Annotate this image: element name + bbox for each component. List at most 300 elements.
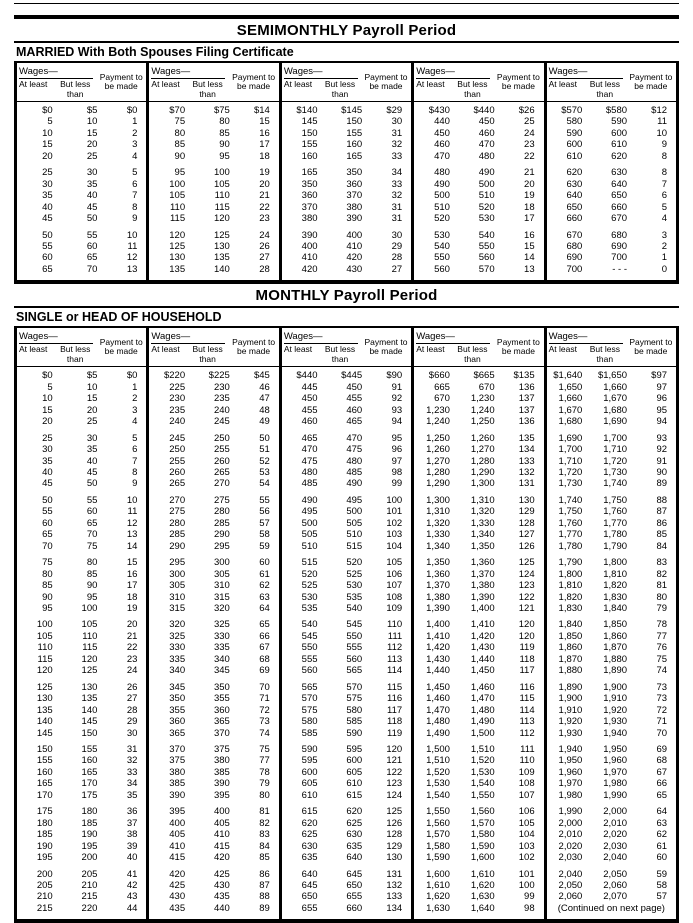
wage-row — [414, 580, 543, 591]
payment-cell: 64 — [656, 806, 668, 818]
wage-row — [414, 151, 543, 162]
wage-min-cell: 570 — [301, 693, 318, 705]
wage-max-cell: 1,800 — [603, 557, 628, 569]
payment-cell: 14 — [126, 540, 138, 552]
wage-min-cell: 95 — [174, 167, 186, 179]
wage-row — [149, 580, 278, 591]
wage-min-cell: 1,820 — [558, 591, 583, 603]
payment-cell: 117 — [387, 704, 403, 716]
wage-row — [149, 456, 278, 467]
wage-min-cell: $140 — [296, 105, 318, 117]
wage-max-cell: 355 — [213, 693, 230, 705]
wage-max-cell: 150 — [81, 727, 98, 739]
wage-min-cell: 460 — [301, 416, 318, 428]
wage-row — [414, 241, 543, 252]
wage-min-cell: 200 — [36, 868, 53, 880]
wage-row — [414, 818, 543, 829]
payment-cell: 107 — [386, 580, 403, 592]
payment-cell: 19 — [259, 167, 270, 179]
payment-cell: 10 — [126, 229, 138, 241]
payment-cell: $29 — [386, 105, 403, 117]
payment-cell: 108 — [386, 591, 403, 603]
payment-cell: 104 — [386, 540, 403, 552]
wage-max-cell: 1,900 — [603, 681, 628, 693]
wage-row — [414, 693, 543, 704]
wage-row — [414, 778, 543, 789]
wage-max-cell: 1,250 — [470, 416, 495, 428]
wage-min-cell: 245 — [169, 432, 186, 444]
wage-max-cell: 660 — [346, 902, 363, 914]
wage-min-cell: 1,860 — [558, 642, 583, 654]
wage-max-cell: 1,670 — [603, 393, 628, 405]
payment-cell: 94 — [391, 416, 403, 428]
wage-max-cell: 1,310 — [470, 494, 495, 506]
column-group-header — [279, 63, 411, 101]
payment-cell: 78 — [656, 619, 668, 631]
wage-max-cell: 275 — [213, 494, 230, 506]
wage-max-cell: 1,490 — [470, 716, 495, 728]
payment-cell: 11 — [127, 241, 138, 253]
payment-cell: 106 — [518, 806, 535, 818]
wage-max-cell: 360 — [346, 178, 363, 190]
wage-min-cell: 1,570 — [426, 829, 450, 841]
wages-subheader — [547, 345, 626, 364]
wage-max-cell: 15 — [86, 393, 98, 405]
payment-cell: 6 — [661, 190, 668, 202]
wage-row — [547, 167, 676, 178]
payment-cell: 79 — [656, 603, 668, 615]
wage-row — [282, 370, 411, 381]
wage-max-cell: 1,350 — [470, 540, 495, 552]
payment-cell: 129 — [518, 506, 535, 518]
column-headers — [14, 328, 679, 367]
wage-row — [547, 416, 676, 427]
wage-row — [547, 767, 676, 778]
wage-max-cell: 1,420 — [470, 630, 495, 642]
wage-row — [414, 631, 543, 642]
wage-row — [414, 416, 543, 427]
wage-max-cell: 1,470 — [470, 693, 495, 705]
wage-row — [282, 903, 411, 914]
wage-max-cell: 500 — [346, 506, 363, 518]
wage-row — [149, 619, 278, 630]
wage-row — [17, 592, 146, 603]
column-group-data — [17, 102, 146, 280]
at-least-label: At least — [548, 344, 577, 355]
wage-row — [149, 213, 278, 224]
payment-cell: 89 — [656, 478, 668, 490]
wage-min-cell: 235 — [169, 404, 186, 416]
wage-row — [282, 167, 411, 178]
wage-min-cell: 540 — [434, 241, 450, 253]
wage-max-cell: 190 — [81, 829, 98, 841]
wage-min-cell: 1,770 — [558, 529, 583, 541]
wage-row — [547, 631, 676, 642]
column-group-data — [279, 102, 411, 280]
column-group-data — [146, 102, 278, 280]
wage-row — [282, 264, 411, 275]
wage-min-cell: 625 — [301, 829, 318, 841]
wage-min-cell: 420 — [301, 263, 318, 275]
payment-cell: 33 — [126, 766, 138, 778]
wage-min-cell: 350 — [301, 178, 318, 190]
wage-min-cell: 1,300 — [426, 494, 450, 506]
wages-subheader — [149, 345, 228, 364]
wage-max-cell: 490 — [346, 478, 363, 490]
wage-max-cell: 500 — [478, 178, 495, 190]
wage-row — [547, 592, 676, 603]
payment-cell: 120 — [518, 619, 535, 631]
wage-min-cell: 1,840 — [558, 619, 583, 631]
wage-min-cell: 1,450 — [426, 681, 450, 693]
wage-row — [17, 778, 146, 789]
wage-row — [149, 869, 278, 880]
wage-min-cell: 1,630 — [426, 902, 450, 914]
wage-min-cell: 1,870 — [558, 653, 583, 665]
wages-header — [547, 330, 626, 364]
payment-cell: 7 — [661, 178, 668, 190]
wage-min-cell: 285 — [169, 529, 186, 541]
wage-row — [282, 580, 411, 591]
payment-cell: 60 — [656, 852, 668, 864]
wage-min-cell: 130 — [169, 252, 186, 264]
payment-cell: 113 — [387, 653, 403, 665]
wage-min-cell: 1,400 — [426, 619, 450, 631]
payment-cell: 20 — [259, 178, 270, 190]
column-headers — [14, 63, 679, 102]
wage-min-cell: 160 — [36, 766, 53, 778]
wage-max-cell: $1,650 — [597, 370, 628, 382]
wage-min-cell: 630 — [301, 840, 318, 852]
wages-subheader — [282, 345, 361, 364]
wage-row — [282, 755, 411, 766]
wage-min-cell: 2,040 — [558, 868, 583, 880]
wages-subheader — [149, 80, 228, 99]
wage-min-cell: 630 — [566, 178, 583, 190]
payment-cell: 31 — [126, 744, 138, 755]
wage-max-cell: 140 — [81, 704, 98, 716]
wage-min-cell: 445 — [301, 381, 318, 393]
payment-cell: 99 — [524, 891, 535, 903]
wage-min-cell: 1,310 — [426, 506, 450, 518]
wage-min-cell: 215 — [36, 902, 53, 914]
wage-max-cell: 125 — [213, 229, 230, 241]
wage-row — [414, 370, 543, 381]
wage-row — [17, 880, 146, 891]
payment-cell: 27 — [126, 693, 138, 705]
wage-max-cell: 10 — [86, 381, 98, 393]
column-group-header — [17, 328, 146, 366]
payment-cell: 87 — [656, 506, 668, 518]
wage-max-cell: 150 — [346, 116, 363, 128]
wage-max-cell: 1,500 — [470, 727, 495, 739]
wage-row — [17, 478, 146, 489]
wage-min-cell: 2,020 — [558, 840, 583, 852]
wage-min-cell: 1,560 — [426, 817, 450, 829]
wage-min-cell: 1,680 — [558, 416, 583, 428]
payment-cell: 115 — [519, 693, 535, 705]
wage-row — [414, 252, 543, 263]
payment-cell: 71 — [259, 693, 270, 705]
payment-cell: 21 — [259, 190, 270, 202]
wage-max-cell: 2,000 — [603, 806, 628, 818]
wages-subheader — [547, 80, 626, 99]
column-group-header — [411, 328, 543, 366]
wage-row — [414, 478, 543, 489]
wage-max-cell: 475 — [346, 444, 363, 456]
wage-row — [414, 665, 543, 676]
wage-min-cell: 1,290 — [426, 478, 450, 490]
payment-cell: 127 — [518, 529, 535, 541]
payment-cell: 95 — [656, 404, 668, 416]
wage-min-cell: 650 — [301, 891, 318, 903]
wage-row — [547, 405, 676, 416]
wage-min-cell: 1,430 — [426, 653, 450, 665]
wage-min-cell: $220 — [163, 370, 186, 382]
but-less-than-label: But less than — [60, 344, 91, 364]
wages-label: Wages— — [151, 66, 225, 79]
wage-row — [547, 495, 676, 506]
wage-max-cell: 400 — [346, 229, 363, 241]
payment-cell: 115 — [387, 681, 403, 693]
wage-row — [149, 433, 278, 444]
wage-max-cell: 40 — [86, 455, 98, 467]
wage-row — [17, 467, 146, 478]
wage-max-cell: 1,370 — [470, 568, 495, 580]
payment-cell: 29 — [126, 716, 138, 728]
wage-row — [282, 433, 411, 444]
wage-row — [547, 382, 676, 393]
payment-cell: 6 — [132, 444, 138, 456]
payment-cell: 38 — [126, 829, 138, 841]
wage-min-cell: 375 — [169, 755, 186, 767]
wage-max-cell: 680 — [611, 229, 628, 241]
wage-min-cell: 585 — [301, 727, 318, 739]
payment-cell: 85 — [656, 529, 668, 541]
wage-row — [547, 213, 676, 224]
payment-cell: 116 — [519, 681, 535, 693]
payment-cell: 81 — [656, 580, 668, 592]
wages-header — [149, 65, 228, 99]
wage-max-cell: 1,790 — [603, 540, 628, 552]
wage-max-cell: 110 — [82, 630, 98, 642]
wage-row — [17, 405, 146, 416]
wage-max-cell: 215 — [81, 891, 98, 903]
wage-row — [282, 179, 411, 190]
wage-row — [149, 642, 278, 653]
wage-min-cell: 1,810 — [558, 580, 583, 592]
wage-max-cell: 460 — [478, 127, 495, 139]
wage-row — [17, 665, 146, 676]
payment-cell: 92 — [391, 393, 403, 405]
wage-row — [282, 478, 411, 489]
wage-row — [547, 541, 676, 552]
payment-cell: 2 — [132, 393, 138, 405]
payment-cell: 27 — [391, 263, 403, 275]
wage-min-cell: 25 — [42, 167, 53, 179]
wage-min-cell: 1,620 — [426, 891, 450, 903]
wage-min-cell: 680 — [566, 241, 583, 253]
payment-cell: 71 — [656, 716, 668, 728]
wage-max-cell: 630 — [346, 829, 363, 841]
wage-max-cell: 230 — [213, 381, 230, 393]
payment-cell: $14 — [253, 105, 270, 117]
wage-row — [282, 767, 411, 778]
wage-max-cell: 660 — [611, 201, 628, 213]
wages-subheader — [414, 345, 493, 364]
wage-min-cell: 90 — [42, 591, 53, 603]
payment-cell: 3 — [132, 139, 138, 151]
payment-cell: 97 — [391, 455, 403, 467]
wage-max-cell: 625 — [346, 817, 363, 829]
wage-min-cell: 605 — [301, 778, 318, 790]
wage-max-cell: 485 — [346, 467, 363, 479]
column-group-header — [279, 328, 411, 366]
wage-min-cell: 460 — [434, 139, 450, 151]
payment-cell: 126 — [386, 817, 403, 829]
payment-cell: 36 — [126, 806, 138, 818]
payment-cell: 8 — [132, 467, 138, 479]
wage-max-cell: 50 — [86, 478, 98, 490]
payment-cell: 24 — [259, 229, 270, 241]
wage-row — [17, 603, 146, 614]
payment-cell: 6 — [132, 178, 138, 190]
wage-row — [282, 518, 411, 529]
wage-min-cell: 560 — [301, 665, 318, 677]
wage-max-cell: 260 — [213, 455, 230, 467]
wage-row — [17, 444, 146, 455]
payment-cell: 13 — [524, 263, 535, 275]
wage-max-cell: 2,050 — [603, 868, 628, 880]
wage-max-cell: 1,230 — [470, 393, 495, 405]
wage-row — [282, 841, 411, 852]
wage-row — [547, 105, 676, 116]
wages-label: Wages— — [549, 66, 623, 79]
payment-cell: 93 — [391, 404, 403, 416]
wage-min-cell: 580 — [566, 116, 583, 128]
wage-row — [17, 806, 146, 817]
wage-row — [149, 478, 278, 489]
wage-row — [17, 529, 146, 540]
wage-max-cell: 520 — [478, 201, 495, 213]
wage-row — [149, 444, 278, 455]
wage-max-cell: 1,930 — [603, 716, 628, 728]
wage-min-cell: 105 — [169, 190, 186, 202]
payment-cell: 20 — [126, 619, 138, 631]
wage-row — [17, 139, 146, 150]
wage-max-cell: 165 — [346, 150, 363, 162]
payment-cell: 101 — [518, 868, 535, 880]
wage-row — [547, 829, 676, 840]
wage-max-cell: 245 — [213, 416, 230, 428]
payment-cell: 8 — [132, 201, 138, 213]
wage-max-cell: 2,030 — [603, 840, 628, 852]
but-less-than-label: But less than — [60, 79, 91, 99]
wage-row — [414, 829, 543, 840]
payment-cell: 84 — [656, 540, 668, 552]
wage-row — [17, 370, 146, 381]
wage-min-cell: 435 — [169, 902, 186, 914]
payment-cell: 28 — [259, 263, 270, 275]
payment-cell: 42 — [126, 879, 138, 891]
payment-cell: 66 — [259, 630, 270, 642]
wage-min-cell: 1,240 — [426, 416, 450, 428]
wage-row — [414, 139, 543, 150]
wage-max-cell: 1,530 — [470, 766, 495, 778]
wage-row — [547, 139, 676, 150]
wage-max-cell: 10 — [86, 116, 98, 128]
wage-min-cell: 25 — [42, 432, 53, 444]
wage-max-cell: 630 — [611, 167, 628, 179]
payment-cell: 37 — [126, 817, 138, 829]
payment-cell: 82 — [259, 817, 270, 829]
wage-max-cell: 330 — [213, 630, 230, 642]
wage-min-cell: 1,790 — [558, 557, 583, 569]
wage-row — [149, 557, 278, 568]
wage-min-cell: 370 — [169, 744, 186, 755]
wage-min-cell: 360 — [301, 190, 318, 202]
wage-row — [547, 569, 676, 580]
wage-row — [17, 557, 146, 568]
column-group-data — [279, 367, 411, 919]
wage-max-cell: 2,020 — [603, 829, 628, 841]
payment-label: Payment to be made — [364, 336, 408, 357]
wage-row — [547, 778, 676, 789]
payment-cell: 17 — [259, 139, 270, 151]
column-group-data — [146, 367, 278, 919]
wage-max-cell: 620 — [346, 806, 363, 818]
wage-min-cell: 1,350 — [426, 557, 450, 569]
payment-cell: 73 — [259, 716, 270, 728]
wage-row — [17, 128, 146, 139]
wage-max-cell: 30 — [86, 167, 98, 179]
wage-max-cell: 80 — [86, 557, 98, 569]
payment-cell: 8 — [661, 167, 668, 179]
wage-min-cell: 1,940 — [558, 744, 583, 755]
wage-max-cell: 570 — [478, 263, 495, 275]
wage-max-cell: 115 — [82, 642, 98, 654]
payment-cell: 53 — [259, 467, 270, 479]
wage-min-cell: 1,690 — [558, 432, 583, 444]
wage-max-cell: 340 — [213, 653, 230, 665]
wage-max-cell: 600 — [346, 755, 363, 767]
wage-row — [282, 151, 411, 162]
payment-cell: 88 — [259, 891, 270, 903]
payment-label: Payment to be made — [99, 336, 143, 357]
table-body — [14, 102, 679, 280]
wage-row — [414, 767, 543, 778]
payment-label: Payment to be made — [496, 336, 540, 357]
payment-cell: 114 — [387, 665, 403, 677]
wage-min-cell: 1,410 — [426, 630, 450, 642]
wage-max-cell: 125 — [81, 665, 98, 677]
payment-cell: 111 — [520, 744, 535, 755]
wage-max-cell: 1,360 — [470, 557, 495, 569]
wage-row — [17, 818, 146, 829]
wage-row — [282, 444, 411, 455]
wage-min-cell: 395 — [169, 806, 186, 818]
wage-max-cell: 295 — [213, 540, 230, 552]
wage-min-cell: 145 — [36, 727, 53, 739]
wage-row — [17, 767, 146, 778]
at-least-label: At least — [283, 79, 313, 89]
wage-min-cell: 505 — [301, 529, 318, 541]
wage-row — [149, 755, 278, 766]
payment-cell: 16 — [524, 229, 535, 241]
wages-subheader — [414, 80, 493, 99]
wage-min-cell: 10 — [42, 127, 53, 139]
wage-row — [547, 705, 676, 716]
